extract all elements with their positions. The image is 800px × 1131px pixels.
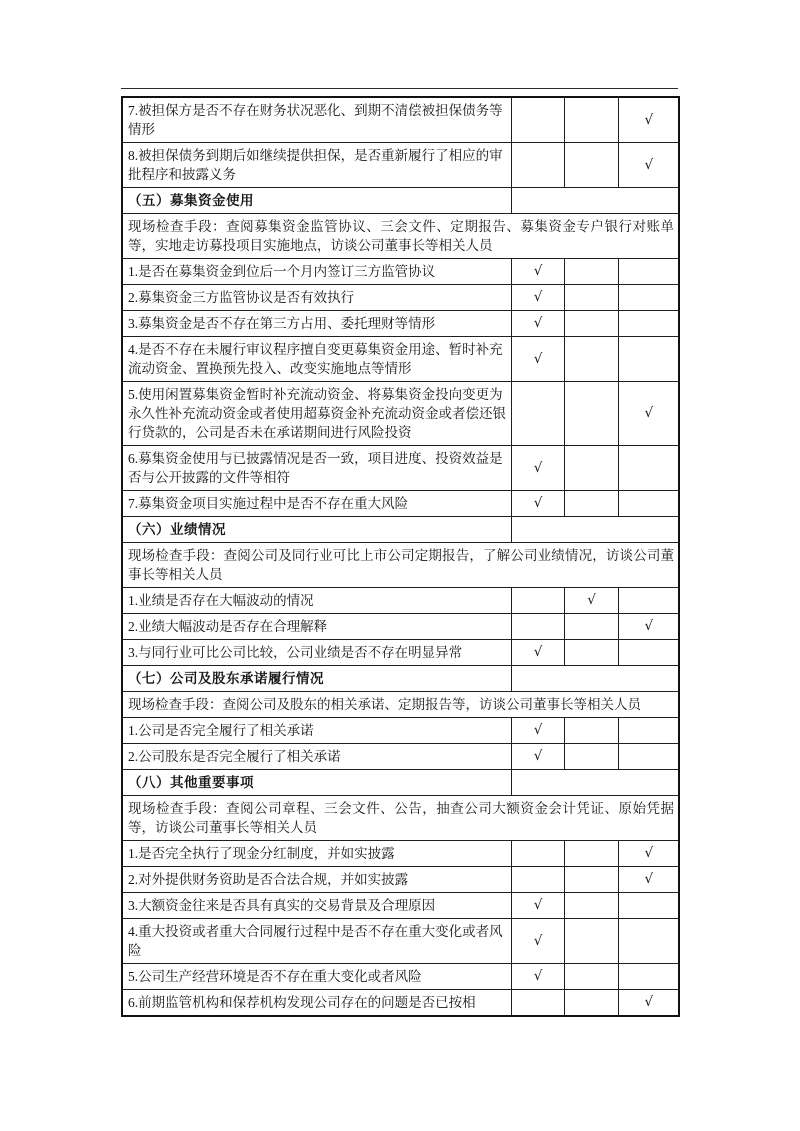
item-text-cell: 3.与同行业可比公司比较，公司业绩是否不存在明显异常 (122, 640, 511, 666)
check-mark-cell: √ (511, 744, 564, 770)
item-row (122, 285, 679, 311)
check-mark-cell: √ (564, 588, 618, 614)
empty-check-cell (564, 143, 618, 188)
empty-check-cell (618, 337, 679, 382)
check-mark-cell: √ (511, 640, 564, 666)
empty-check-cell (618, 285, 679, 311)
item-row (122, 744, 679, 770)
empty-check-cell (564, 382, 618, 446)
empty-check-cell (564, 446, 618, 491)
item-row (122, 259, 679, 285)
section-title-cell: （七）公司及股东承诺履行情况 (122, 666, 511, 692)
check-mark-cell: √ (511, 964, 564, 990)
empty-check-cell (564, 285, 618, 311)
check-mark-cell: √ (618, 867, 679, 893)
empty-check-cell (618, 446, 679, 491)
empty-check-cell (618, 640, 679, 666)
method-text-cell: 现场检查手段：查阅公司及同行业可比上市公司定期报告，了解公司业绩情况，访谈公司董事长等相关人员 (122, 543, 679, 588)
check-mark-cell: √ (511, 718, 564, 744)
empty-check-cell (564, 337, 618, 382)
empty-check-cell (618, 964, 679, 990)
empty-check-cell (564, 718, 618, 744)
item-row (122, 337, 679, 382)
item-row (122, 97, 679, 143)
empty-check-cell (564, 744, 618, 770)
check-mark-cell: √ (511, 285, 564, 311)
item-row (122, 143, 679, 188)
item-row (122, 990, 679, 1017)
empty-check-cell (564, 841, 618, 867)
item-text-cell: 7.被担保方是否不存在财务状况恶化、到期不清偿被担保债务等情形 (122, 97, 511, 143)
method-row (122, 214, 679, 259)
section-empty-cell (511, 770, 679, 796)
checklist-body (122, 97, 679, 1016)
method-row (122, 543, 679, 588)
empty-check-cell (564, 259, 618, 285)
empty-check-cell (564, 614, 618, 640)
section-title-cell: （六）业绩情况 (122, 517, 511, 543)
empty-check-cell (511, 143, 564, 188)
check-mark-cell: √ (618, 614, 679, 640)
empty-check-cell (511, 382, 564, 446)
empty-check-cell (618, 588, 679, 614)
method-text-cell: 现场检查手段：查阅公司及股东的相关承诺、定期报告等，访谈公司董事长等相关人员 (122, 692, 679, 718)
empty-check-cell (618, 718, 679, 744)
item-text-cell: 3.大额资金往来是否具有真实的交易背景及合理原因 (122, 893, 511, 919)
method-text-cell: 现场检查手段：查阅募集资金监管协议、三会文件、定期报告、募集资金专户银行对账单等，实地走访募投项目实施地点，访谈公司董事长等相关人员 (122, 214, 679, 259)
empty-check-cell (618, 259, 679, 285)
empty-check-cell (564, 893, 618, 919)
empty-check-cell (564, 964, 618, 990)
method-row (122, 796, 679, 841)
section-empty-cell (511, 188, 679, 214)
item-row (122, 446, 679, 491)
empty-check-cell (564, 990, 618, 1017)
method-row (122, 692, 679, 718)
item-text-cell: 5.公司生产经营环境是否不存在重大变化或者风险 (122, 964, 511, 990)
empty-check-cell (564, 919, 618, 964)
item-text-cell: 1.公司是否完全履行了相关承诺 (122, 718, 511, 744)
empty-check-cell (511, 97, 564, 143)
check-mark-cell: √ (618, 143, 679, 188)
section-empty-cell (511, 517, 679, 543)
item-row (122, 867, 679, 893)
empty-check-cell (564, 311, 618, 337)
section-row (122, 770, 679, 796)
check-mark-cell: √ (511, 259, 564, 285)
item-text-cell: 1.是否在募集资金到位后一个月内签订三方监管协议 (122, 259, 511, 285)
item-text-cell: 8.被担保债务到期后如继续提供担保，是否重新履行了相应的审批程序和披露义务 (122, 143, 511, 188)
item-text-cell: 6.募集资金使用与已披露情况是否一致，项目进度、投资效益是否与公开披露的文件等相符 (122, 446, 511, 491)
check-mark-cell: √ (511, 491, 564, 517)
empty-check-cell (564, 640, 618, 666)
empty-check-cell (618, 311, 679, 337)
item-row (122, 893, 679, 919)
item-row (122, 640, 679, 666)
item-row (122, 614, 679, 640)
section-title-cell: （八）其他重要事项 (122, 770, 511, 796)
item-text-cell: 6.前期监管机构和保荐机构发现公司存在的问题是否已按相 (122, 990, 511, 1017)
section-row (122, 188, 679, 214)
item-text-cell: 1.是否完全执行了现金分红制度，并如实披露 (122, 841, 511, 867)
check-mark-cell: √ (511, 311, 564, 337)
item-text-cell: 4.是否不存在未履行审议程序擅自变更募集资金用途、暂时补充流动资金、置换预先投入、改变实施地点等情形 (122, 337, 511, 382)
section-title-cell: （五）募集资金使用 (122, 188, 511, 214)
item-row (122, 919, 679, 964)
item-row (122, 718, 679, 744)
check-mark-cell: √ (511, 337, 564, 382)
empty-check-cell (618, 893, 679, 919)
item-text-cell: 2.公司股东是否完全履行了相关承诺 (122, 744, 511, 770)
empty-check-cell (511, 867, 564, 893)
check-mark-cell: √ (618, 841, 679, 867)
method-text-cell: 现场检查手段：查阅公司章程、三会文件、公告，抽查公司大额资金会计凭证、原始凭据等，访谈公司董事长等相关人员 (122, 796, 679, 841)
item-row (122, 491, 679, 517)
item-row (122, 964, 679, 990)
item-text-cell: 3.募集资金是否不存在第三方占用、委托理财等情形 (122, 311, 511, 337)
item-row (122, 841, 679, 867)
check-mark-cell: √ (618, 97, 679, 143)
empty-check-cell (564, 491, 618, 517)
check-mark-cell: √ (511, 893, 564, 919)
item-text-cell: 5.使用闲置募集资金暂时补充流动资金、将募集资金投向变更为永久性补充流动资金或者使用超募资金补充流动资金或者偿还银行贷款的，公司是否未在承诺期间进行风险投资 (122, 382, 511, 446)
item-text-cell: 7.募集资金项目实施过程中是否不存在重大风险 (122, 491, 511, 517)
check-mark-cell: √ (618, 382, 679, 446)
empty-check-cell (618, 744, 679, 770)
empty-check-cell (511, 588, 564, 614)
item-text-cell: 2.募集资金三方监管协议是否有效执行 (122, 285, 511, 311)
item-text-cell: 1.业绩是否存在大幅波动的情况 (122, 588, 511, 614)
empty-check-cell (564, 97, 618, 143)
empty-check-cell (564, 867, 618, 893)
check-mark-cell: √ (511, 919, 564, 964)
item-row (122, 588, 679, 614)
item-text-cell: 4.重大投资或者重大合同履行过程中是否不存在重大变化或者风险 (122, 919, 511, 964)
page-top-rule (121, 88, 678, 89)
empty-check-cell (511, 990, 564, 1017)
item-text-cell: 2.业绩大幅波动是否存在合理解释 (122, 614, 511, 640)
check-mark-cell: √ (618, 990, 679, 1017)
inspection-checklist-table (121, 96, 680, 1017)
item-text-cell: 2.对外提供财务资助是否合法合规，并如实披露 (122, 867, 511, 893)
item-row (122, 382, 679, 446)
section-row (122, 666, 679, 692)
empty-check-cell (511, 841, 564, 867)
section-empty-cell (511, 666, 679, 692)
empty-check-cell (618, 491, 679, 517)
empty-check-cell (618, 919, 679, 964)
check-mark-cell: √ (511, 446, 564, 491)
section-row (122, 517, 679, 543)
item-row (122, 311, 679, 337)
empty-check-cell (511, 614, 564, 640)
